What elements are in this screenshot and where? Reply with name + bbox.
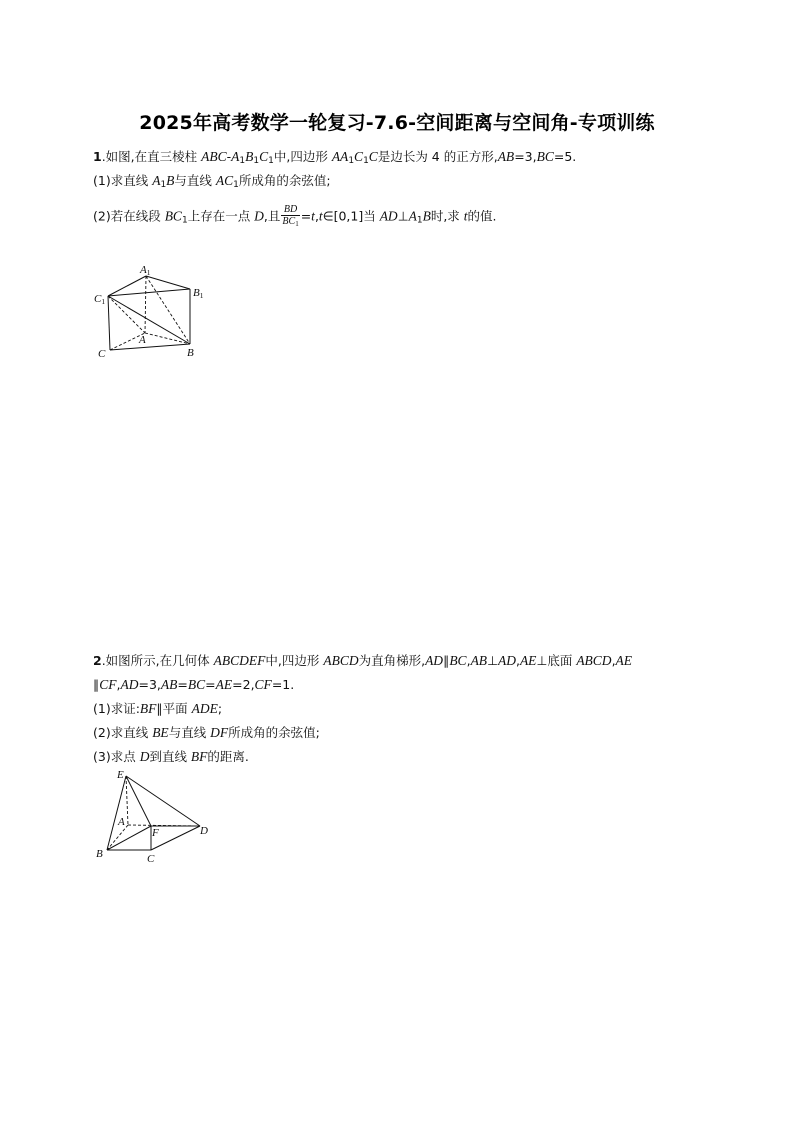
label-d: D xyxy=(200,825,208,837)
label-a: A xyxy=(139,334,146,346)
problem-1-question-1: (1)求直线 $A_1B$与直线 $AC_1$所成角的余弦值; xyxy=(93,173,331,190)
problem-2-stem-line-1: 2.如图所示,在几何体 ABCDEF中,四边形 ABCD为直角梯形,AD∥BC,AB⊥AD,AE⊥底面 ABCD,AE xyxy=(93,653,633,668)
hidden-edge-e-a xyxy=(126,776,128,825)
problem-2-question-3: (3)求点 D到直线 BF的距离. xyxy=(93,749,249,764)
label-b: B xyxy=(96,848,103,860)
problem-2-question-2: (2)求直线 BE与直线 DF所成角的余弦值; xyxy=(93,725,320,740)
edge-e-d xyxy=(126,776,200,826)
problem-1-stem: 1.如图,在直三棱柱 ABC-$A_1B_1C_1$中,四边形 $AA_1C_1C$是边长为 4 的正方形,AB=3,BC=5. xyxy=(93,149,577,166)
label-c: C xyxy=(147,853,155,865)
label-c1: C1 xyxy=(94,293,106,306)
edge-b-f xyxy=(107,826,151,850)
edge-e-f xyxy=(126,776,151,826)
label-e: E xyxy=(117,769,124,781)
label-c: C xyxy=(98,348,106,360)
fraction-bd-over-bc1: $\frac{BD}{BC_1}$ xyxy=(282,204,299,228)
label-b: B xyxy=(187,347,194,359)
problem-2-question-1: (1)求证:BF∥平面 ADE; xyxy=(93,701,223,716)
label-a: A xyxy=(118,816,125,828)
problem-1-question-2: (2)若在线段 $BC_1$上存在一点 D,且 $\frac{BD}{BC_1}$ =t,t∈[0,1]当 $AD\perp A_1B$时,求 t的值. xyxy=(93,204,497,228)
page-title: 2025年高考数学一轮复习-7.6-空间距离与空间角-专项训练 xyxy=(139,112,655,134)
label-b1: B1 xyxy=(193,287,204,300)
problem-2-stem-line-2: ∥CF,AD=3,AB=BC=AE=2,CF=1. xyxy=(93,677,295,692)
hidden-edge-a-d xyxy=(128,825,200,826)
label-f: F xyxy=(152,827,159,839)
label-a1: A1 xyxy=(140,264,151,277)
problem-number: 2 xyxy=(93,653,102,668)
problem-number: 1 xyxy=(93,149,102,164)
edge-e-b xyxy=(107,776,126,850)
